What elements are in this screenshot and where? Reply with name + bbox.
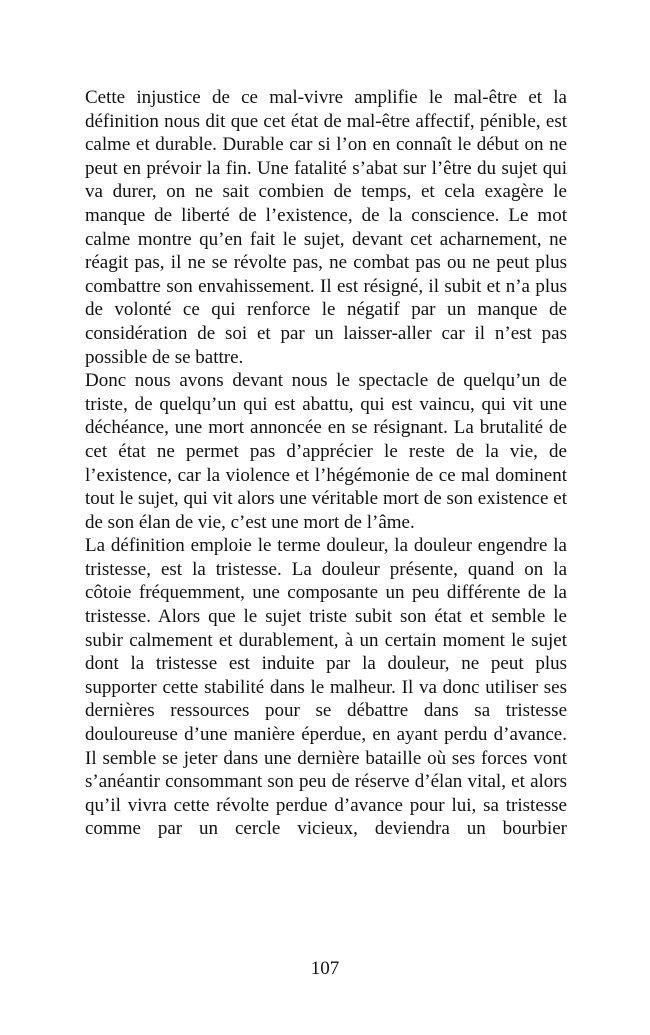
page-number: 107 — [310, 958, 340, 979]
paragraph-2: Donc nous avons devant nous le spectacle de quelqu’un de triste, de quelqu’un qui est abattu, qui est vaincu, qui vit une déchéance, une mort annoncée en se résignant. La brutalité de cet état ne permet pas d’apprécier le reste de la vie, de l’existence, car la violence et l’hégémonie de ce mal dominent tout le sujet, qui vit alors une véritable mort de son existence et de son élan de vie, c’est une mort de l’âme. — [85, 370, 567, 533]
paragraph-3: La définition emploie le terme douleur, la douleur engendre la tristesse, est la tristesse. La douleur présente, quand on la côtoie fréquemment, une composante un peu différente de la tristesse. Alors que le sujet triste subit son état et semble le subir calmement et durablement, à un certain moment le sujet dont la tristesse est induite par la douleur, ne peut plus supporter cette stabilité dans le malheur. Il va donc utiliser ses dernières ressources pour se débattre dans sa tristesse douloureuse d’une manière éperdue, en ayant perdu d’avance. Il semble se jeter dans une dernière bataille où ses forces vont s’anéantir consommant son peu de réserve d’élan vital, et alors qu’il vivra cette révolte perdue d’avance pour lui, sa tristesse comme par un cercle vicieux, deviendra un bourbier — [85, 535, 567, 840]
body-text — [85, 86, 567, 841]
paragraph-1: Cette injustice de ce mal-vivre amplifie le mal-être et la définition nous dit que cet état de mal-être affectif, pénible, est calme et durable. Durable car si l’on en connaît le début on ne peut en prévoir la fin. Une fatalité s’abat sur l’être du sujet qui va durer, on ne sait combien de temps, et cela exagère le manque de liberté de l’existence, de la conscience. Le mot calme montre qu’en fait le sujet, devant cet acharnement, ne réagit pas, il ne se révolte pas, ne combat pas ou ne peut plus combattre son envahissement. Il est résigné, il subit et n’a plus de volonté ce qui renforce le négatif par un manque de considération de soi et par un laisser-aller car il n’est pas possible de se battre. — [85, 87, 567, 368]
